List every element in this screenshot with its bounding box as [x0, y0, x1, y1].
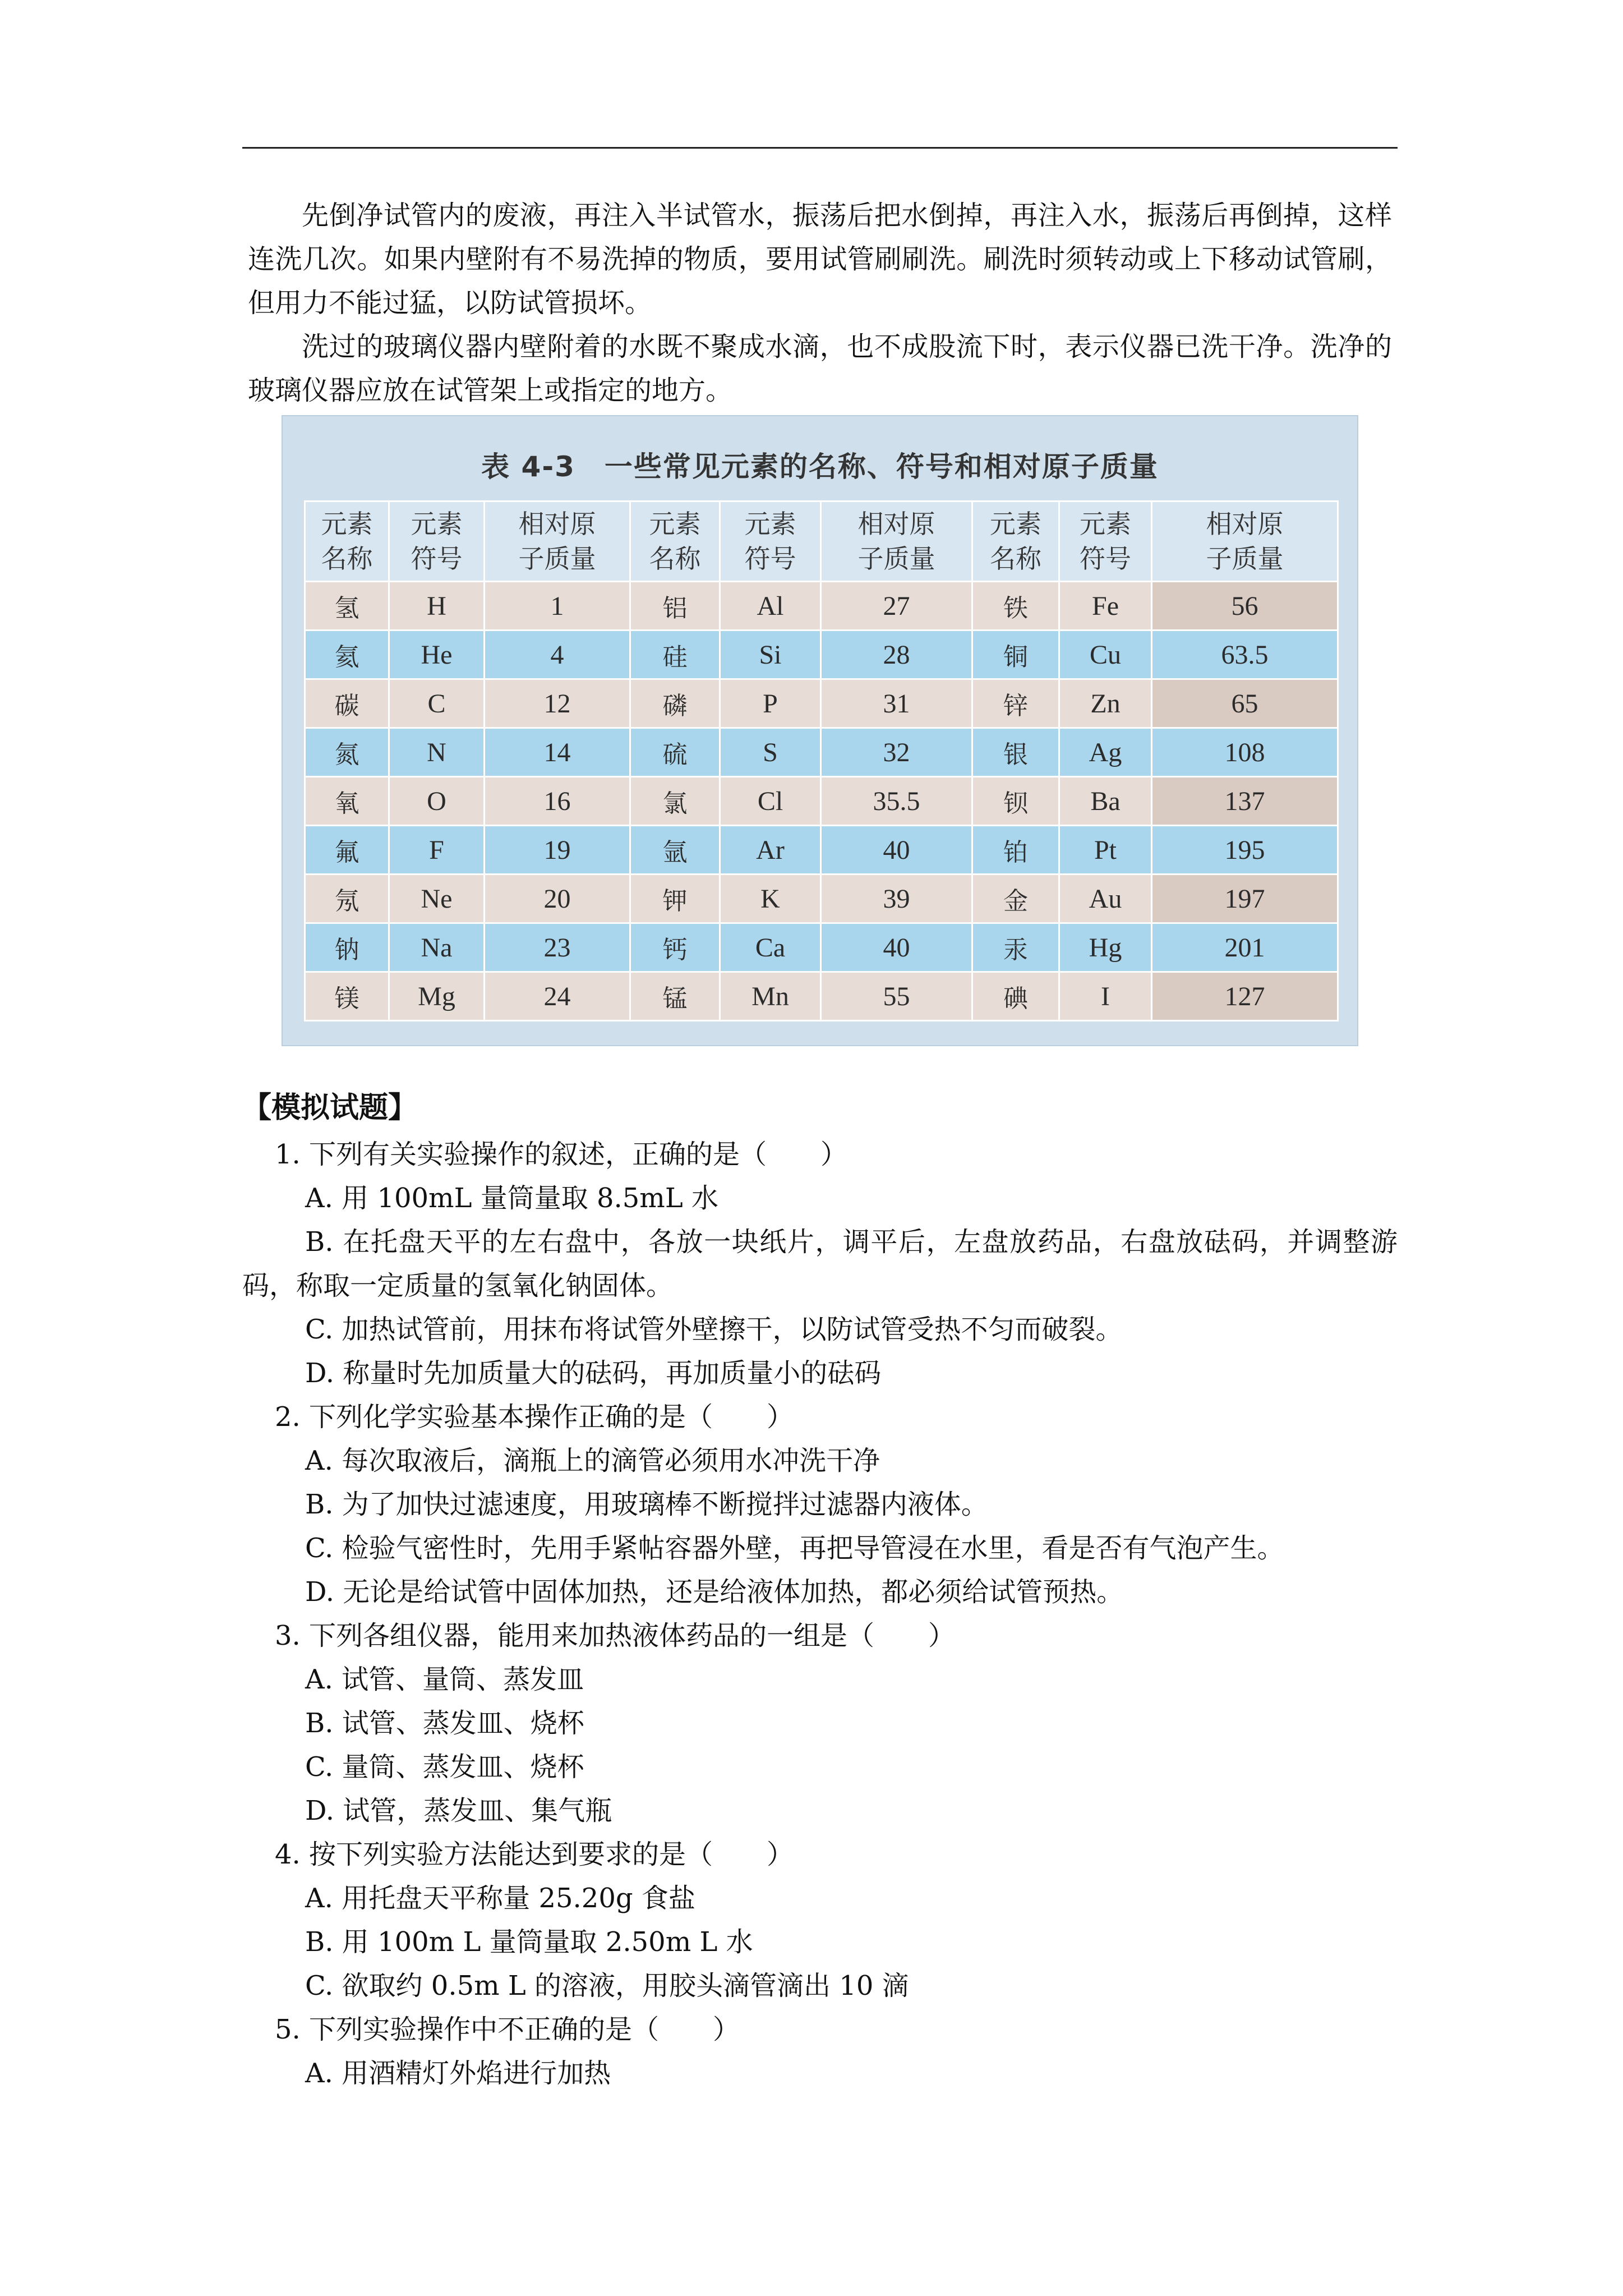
element-symbol-cell: Ca: [720, 923, 821, 972]
element-name-cell: 钙: [630, 923, 720, 972]
table-row: [305, 728, 1338, 777]
header-element-name: 元素 名称: [630, 501, 720, 582]
element-symbol-cell: Pt: [1059, 826, 1152, 875]
table-row: [305, 972, 1338, 1021]
element-symbol-cell: I: [1059, 972, 1152, 1021]
atomic-mass-cell: 1: [485, 582, 630, 631]
atomic-mass-cell: 56: [1152, 582, 1338, 631]
question-option: B. 试管、蒸发皿、烧杯: [305, 1708, 584, 1739]
header-rule: [242, 147, 1398, 149]
header-element-name: 元素 名称: [972, 501, 1059, 582]
element-symbol-cell: Au: [1059, 875, 1152, 923]
question-option: D. 试管，蒸发皿、集气瓶: [305, 1795, 612, 1826]
table-caption: 表 4-3 一些常见元素的名称、符号和相对原子质量: [481, 450, 1159, 483]
element-name-cell: 硫: [630, 728, 720, 777]
element-name-cell: 氖: [305, 875, 389, 923]
atomic-mass-cell: 127: [1152, 972, 1338, 1021]
question-option: B. 为了加快过滤速度，用玻璃棒不断搅拌过滤器内液体。: [305, 1489, 988, 1520]
element-table: [304, 500, 1339, 1022]
element-symbol-cell: Cu: [1059, 631, 1152, 679]
element-symbol-cell: He: [389, 631, 485, 679]
question-option: C. 检验气密性时，先用手紧帖容器外壁，再把导管浸在水里，看是否有气泡产生。: [305, 1533, 1284, 1564]
element-symbol-cell: N: [389, 728, 485, 777]
element-name-cell: 氩: [630, 826, 720, 875]
table-row: [305, 923, 1338, 972]
element-name-cell: 铜: [972, 631, 1059, 679]
atomic-mass-cell: 20: [485, 875, 630, 923]
element-symbol-cell: S: [720, 728, 821, 777]
atomic-mass-cell: 108: [1152, 728, 1338, 777]
element-name-cell: 硅: [630, 631, 720, 679]
element-name-cell: 铁: [972, 582, 1059, 631]
intro-text: [248, 194, 1392, 412]
header-element-symbol: 元素 符号: [1059, 501, 1152, 582]
question-option: A. 用 100mL 量筒量取 8.5mL 水: [305, 1182, 718, 1214]
atomic-mass-cell: 32: [821, 728, 972, 777]
header-atomic-mass: 相对原 子质量: [821, 501, 972, 582]
element-name-cell: 铂: [972, 826, 1059, 875]
element-name-cell: 碳: [305, 679, 389, 728]
element-symbol-cell: Cl: [720, 777, 821, 826]
element-name-cell: 锰: [630, 972, 720, 1021]
question-option: A. 每次取液后，滴瓶上的滴管必须用水冲洗干净: [305, 1445, 880, 1476]
element-name-cell: 钾: [630, 875, 720, 923]
atomic-mass-cell: 16: [485, 777, 630, 826]
atomic-mass-cell: 35.5: [821, 777, 972, 826]
intro-paragraph: 洗过的玻璃仪器内壁附着的水既不聚成水滴，也不成股流下时，表示仪器已洗干净。洗净的玻璃仪器应放在试管架上或指定的地方。: [248, 331, 1392, 406]
element-name-cell: 氯: [630, 777, 720, 826]
element-symbol-cell: F: [389, 826, 485, 875]
element-name-cell: 氧: [305, 777, 389, 826]
header-element-symbol: 元素 符号: [720, 501, 821, 582]
element-name-cell: 钡: [972, 777, 1059, 826]
element-name-cell: 磷: [630, 679, 720, 728]
atomic-mass-cell: 31: [821, 679, 972, 728]
question-stem: 3. 下列各组仪器，能用来加热液体药品的一组是（ ）: [275, 1620, 956, 1651]
question-stem: 4. 按下列实验方法能达到要求的是（ ）: [275, 1839, 794, 1870]
element-symbol-cell: Mn: [720, 972, 821, 1021]
atomic-mass-cell: 55: [821, 972, 972, 1021]
atomic-mass-cell: 24: [485, 972, 630, 1021]
element-symbol-cell: O: [389, 777, 485, 826]
atomic-mass-cell: 195: [1152, 826, 1338, 875]
table-row: [305, 582, 1338, 631]
question-option: A. 用托盘天平称量 25.20g 食盐: [305, 1883, 695, 1914]
element-symbol-cell: Ba: [1059, 777, 1152, 826]
element-name-cell: 金: [972, 875, 1059, 923]
atomic-mass-cell: 28: [821, 631, 972, 679]
question-option: B. 在托盘天平的左右盘中，各放一块纸片，调平后，左盘放药品，右盘放砝码，并调整游码，称取一定质量的氢氧化钠固体。: [242, 1226, 1398, 1301]
section-title: 【模拟试题】: [242, 1091, 418, 1125]
atomic-mass-cell: 137: [1152, 777, 1338, 826]
element-symbol-cell: Ne: [389, 875, 485, 923]
element-name-cell: 氦: [305, 631, 389, 679]
element-symbol-cell: Hg: [1059, 923, 1152, 972]
atomic-mass-cell: 201: [1152, 923, 1338, 972]
table-row: [305, 679, 1338, 728]
element-name-cell: 碘: [972, 972, 1059, 1021]
element-symbol-cell: Zn: [1059, 679, 1152, 728]
element-symbol-cell: C: [389, 679, 485, 728]
element-name-cell: 氢: [305, 582, 389, 631]
element-name-cell: 铝: [630, 582, 720, 631]
question-option: C. 欲取约 0.5m L 的溶液，用胶头滴管滴出 10 滴: [305, 1970, 909, 2001]
element-name-cell: 氮: [305, 728, 389, 777]
atomic-mass-cell: 39: [821, 875, 972, 923]
question-option: B. 用 100m L 量筒量取 2.50m L 水: [305, 1926, 753, 1958]
question-option: D. 称量时先加质量大的砝码，再加质量小的砝码: [305, 1358, 882, 1389]
table-row: [305, 777, 1338, 826]
question-option: C. 加热试管前，用抹布将试管外壁擦干，以防试管受热不匀而破裂。: [305, 1314, 1123, 1345]
element-symbol-cell: Si: [720, 631, 821, 679]
atomic-mass-cell: 14: [485, 728, 630, 777]
header-element-name: 元素 名称: [305, 501, 389, 582]
question-option: C. 量筒、蒸发皿、烧杯: [305, 1751, 584, 1783]
atomic-mass-cell: 40: [821, 826, 972, 875]
table-row: [305, 631, 1338, 679]
atomic-mass-cell: 23: [485, 923, 630, 972]
element-symbol-cell: Na: [389, 923, 485, 972]
element-symbol-cell: Mg: [389, 972, 485, 1021]
element-name-cell: 锌: [972, 679, 1059, 728]
element-table-figure: [282, 415, 1358, 1046]
header-atomic-mass: 相对原 子质量: [1152, 501, 1338, 582]
element-symbol-cell: K: [720, 875, 821, 923]
atomic-mass-cell: 197: [1152, 875, 1338, 923]
question-option: A. 试管、量筒、蒸发皿: [305, 1664, 584, 1695]
header-atomic-mass: 相对原 子质量: [485, 501, 630, 582]
question-stem: 2. 下列化学实验基本操作正确的是（ ）: [275, 1401, 794, 1433]
atomic-mass-cell: 12: [485, 679, 630, 728]
table-row: [305, 826, 1338, 875]
element-name-cell: 银: [972, 728, 1059, 777]
table-body: [305, 582, 1338, 1021]
atomic-mass-cell: 63.5: [1152, 631, 1338, 679]
element-symbol-cell: Fe: [1059, 582, 1152, 631]
question-stem: 5. 下列实验操作中不正确的是（ ）: [275, 2014, 740, 2045]
atomic-mass-cell: 65: [1152, 679, 1338, 728]
atomic-mass-cell: 27: [821, 582, 972, 631]
element-symbol-cell: H: [389, 582, 485, 631]
element-name-cell: 钠: [305, 923, 389, 972]
table-row: [305, 875, 1338, 923]
header-element-symbol: 元素 符号: [389, 501, 485, 582]
question-option: A. 用酒精灯外焰进行加热: [305, 2058, 611, 2089]
element-name-cell: 氟: [305, 826, 389, 875]
intro-paragraph: 先倒净试管内的废液，再注入半试管水，振荡后把水倒掉，再注入水，振荡后再倒掉，这样连洗几次。如果内壁附有不易洗掉的物质，要用试管刷刷洗。刷洗时须转动或上下移动试管刷，但用力不能过猛，以防试管损坏。: [248, 200, 1392, 319]
atomic-mass-cell: 40: [821, 923, 972, 972]
question-stem: 1. 下列有关实验操作的叙述，正确的是（ ）: [275, 1139, 848, 1170]
atomic-mass-cell: 19: [485, 826, 630, 875]
atomic-mass-cell: 4: [485, 631, 630, 679]
element-symbol-cell: Al: [720, 582, 821, 631]
element-symbol-cell: P: [720, 679, 821, 728]
table-header-row: [305, 501, 1338, 582]
element-name-cell: 汞: [972, 923, 1059, 972]
question-option: D. 无论是给试管中固体加热，还是给液体加热，都必须给试管预热。: [305, 1576, 1124, 1608]
element-symbol-cell: Ag: [1059, 728, 1152, 777]
element-symbol-cell: Ar: [720, 826, 821, 875]
element-name-cell: 镁: [305, 972, 389, 1021]
exercise-section: [242, 1085, 1398, 2095]
